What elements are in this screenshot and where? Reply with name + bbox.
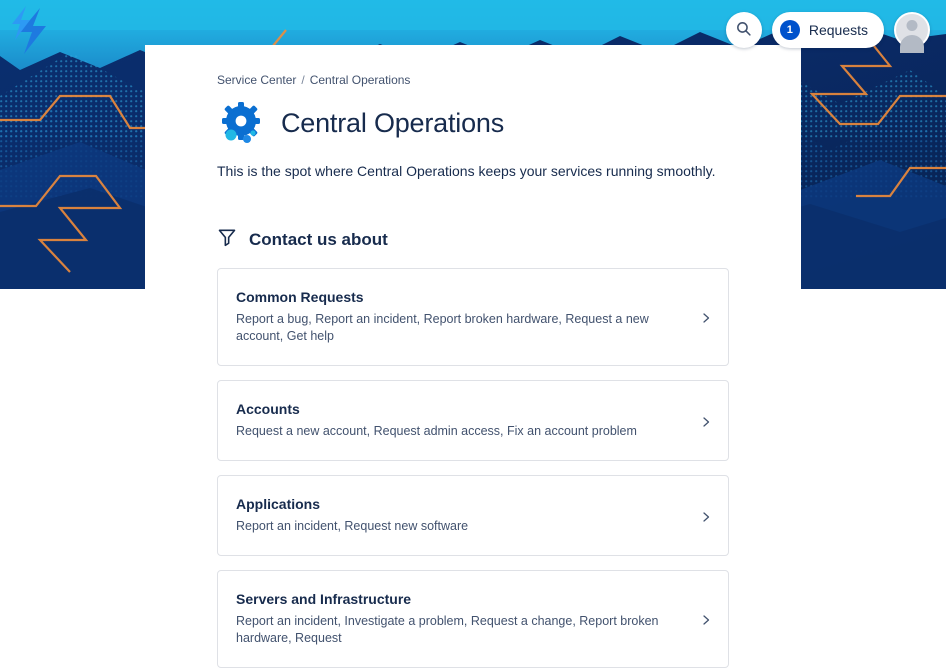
portal-content-card — [145, 45, 801, 668]
requests-button[interactable] — [772, 12, 884, 48]
funnel-icon — [217, 227, 237, 252]
search-icon — [735, 20, 752, 40]
category-name: Applications — [236, 496, 321, 512]
category-items: Report an incident, Request new software — [236, 519, 469, 533]
category-items: Report a bug, Report an incident, Report broken hardware, Request a new account, Get help — [236, 312, 649, 343]
category-name: Servers and Infrastructure — [236, 591, 412, 607]
search-button[interactable] — [726, 12, 762, 48]
chevron-right-icon — [700, 510, 712, 522]
category-items: Report an incident, Investigate a problem, Request a change, Report broken hardware, Request — [236, 614, 659, 645]
breadcrumb-current: Central Operations — [309, 73, 411, 87]
category-item-accounts[interactable] — [217, 380, 729, 461]
gear-portal-icon — [217, 99, 265, 147]
category-item-common-requests[interactable] — [217, 268, 729, 366]
top-navigation-controls — [726, 0, 946, 60]
category-list — [217, 268, 729, 668]
breadcrumb-service-center-link[interactable]: Service Center — [217, 73, 297, 87]
category-name: Common Requests — [236, 289, 364, 305]
category-item-servers-and-infrastructure[interactable] — [217, 570, 729, 668]
chevron-right-icon — [700, 613, 712, 625]
contact-section-title: Contact us about — [249, 229, 388, 249]
category-name: Accounts — [236, 401, 300, 417]
page-description: This is the spot where Central Operations keeps your services running smoothly. — [217, 163, 716, 179]
requests-count-badge: 1 — [780, 20, 800, 40]
avatar-head-icon — [907, 20, 918, 31]
page-title: Central Operations — [281, 107, 505, 138]
page-header — [217, 99, 729, 147]
breadcrumb — [217, 73, 729, 87]
chevron-right-icon — [700, 311, 712, 323]
chevron-right-icon — [700, 415, 712, 427]
breadcrumb-separator: / — [301, 73, 305, 87]
avatar[interactable] — [894, 12, 930, 48]
category-items: Request a new account, Request admin access, Fix an account problem — [236, 424, 637, 438]
requests-label: Requests — [808, 22, 868, 38]
contact-section-header — [217, 227, 729, 252]
category-item-applications[interactable] — [217, 475, 729, 556]
avatar-body-icon — [900, 35, 924, 53]
